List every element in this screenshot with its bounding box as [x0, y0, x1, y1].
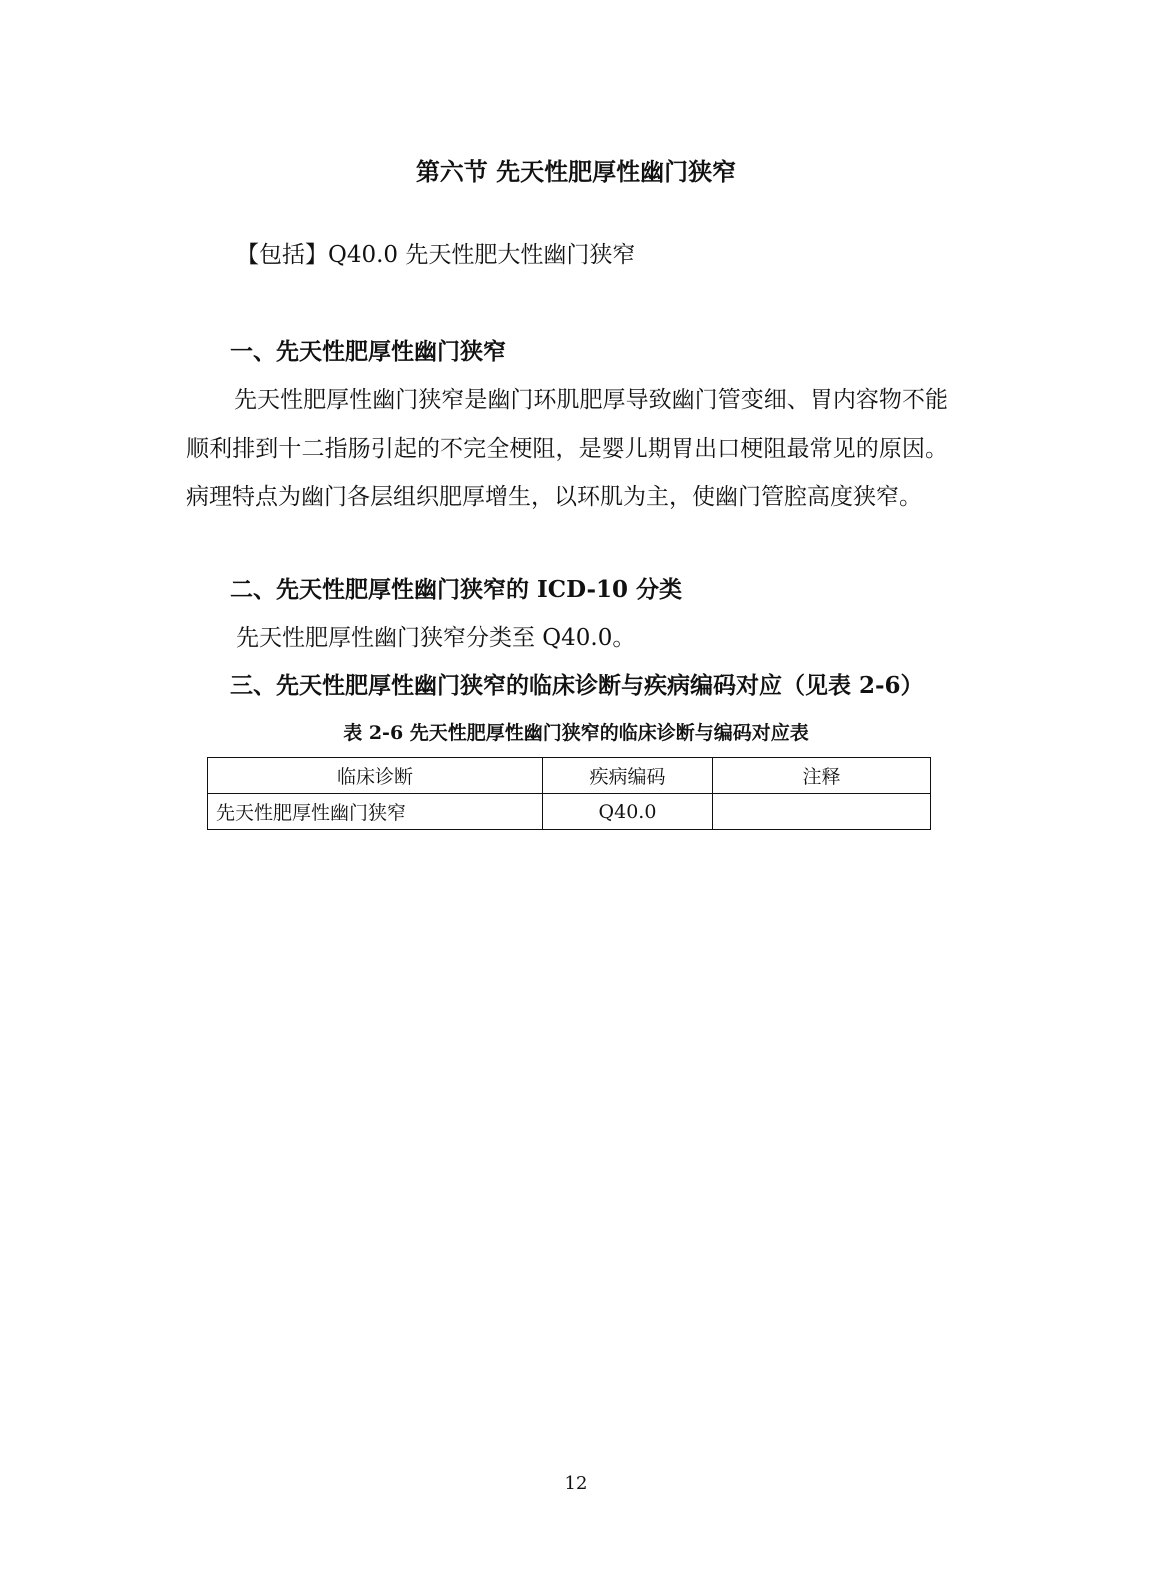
heading-1: 一、先天性肥厚性幽门狭窄 — [230, 338, 506, 365]
header-notes: 注释 — [713, 758, 931, 794]
diagnosis-code-table — [207, 757, 931, 830]
cell-code: Q40.0 — [543, 794, 713, 830]
paragraph-2: 先天性肥厚性幽门狭窄分类至 Q40.0。 — [236, 625, 636, 651]
heading-2: 二、先天性肥厚性幽门狭窄的 ICD-10 分类 — [230, 576, 683, 603]
table-row — [208, 794, 931, 830]
heading-3: 三、先天性肥厚性幽门狭窄的临床诊断与疾病编码对应（见表 2-6） — [230, 672, 924, 699]
page-number: 12 — [564, 1473, 588, 1494]
header-clinical-diagnosis: 临床诊断 — [208, 758, 543, 794]
table-caption: 表 2-6 先天性肥厚性幽门狭窄的临床诊断与编码对应表 — [343, 722, 809, 744]
includes-line: 【包括】Q40.0 先天性肥大性幽门狭窄 — [236, 242, 636, 268]
cell-diagnosis: 先天性肥厚性幽门狭窄 — [208, 794, 543, 830]
cell-notes — [713, 794, 931, 830]
section-title: 第六节 先天性肥厚性幽门狭窄 — [415, 157, 737, 186]
header-disease-code: 疾病编码 — [543, 758, 713, 794]
paragraph-1: 先天性肥厚性幽门狭窄是幽门环肌肥厚导致幽门管变细、胃内容物不能顺利排到十二指肠引起的不完全梗阻，是婴儿期胃出口梗阻最常见的原因。病理特点为幽门各层组织肥厚增生，以环肌为主，使幽门管腔高度狭窄。 — [186, 387, 948, 510]
table-header-row — [208, 758, 931, 794]
